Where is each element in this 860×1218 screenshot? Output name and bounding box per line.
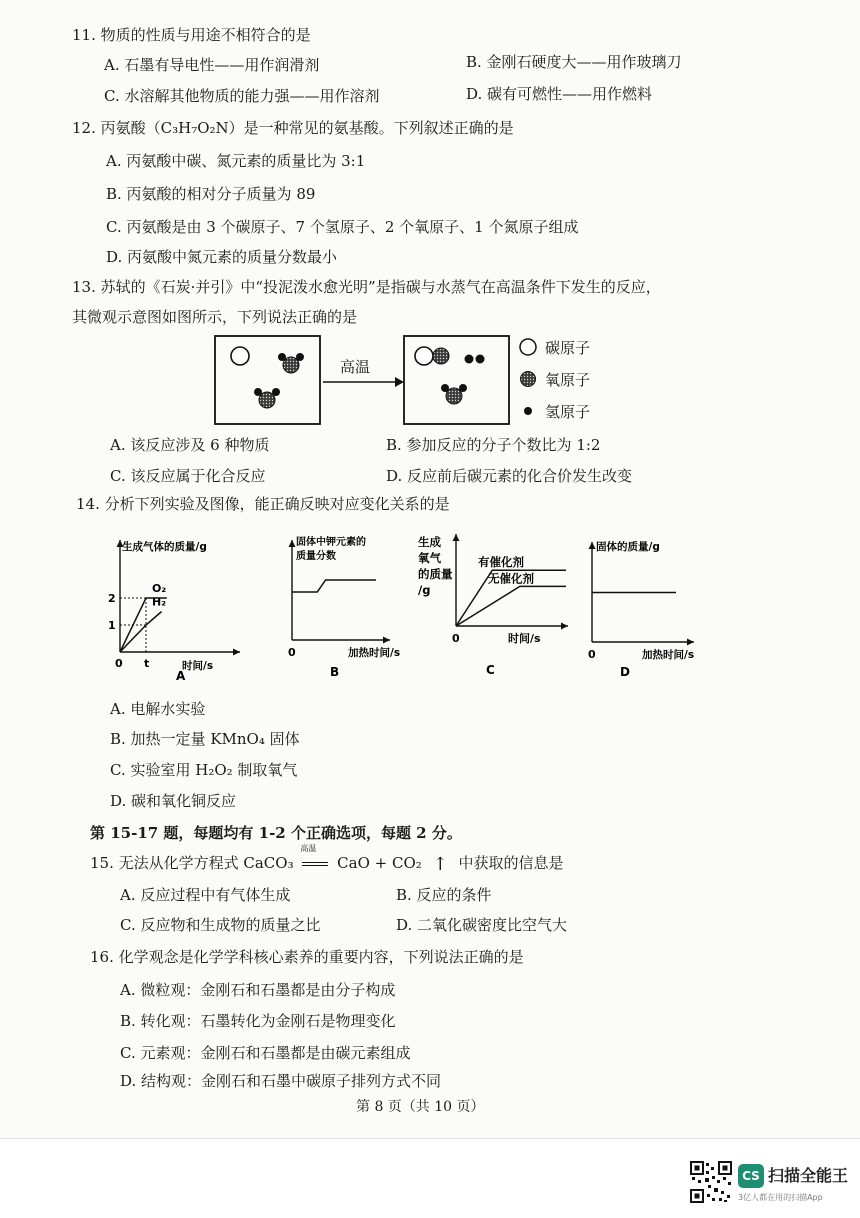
y-axis-label-line2: 质量分数 [296, 551, 336, 562]
reactants-box [215, 336, 320, 424]
q13-stem-line1: 13. 苏轼的《石炭·并引》中“投泥泼水愈光明”是指碳与水蒸气在高温条件下发生的反应， [72, 278, 661, 296]
carbon-monoxide-molecule [415, 347, 449, 365]
q13-option-c: C. 该反应属于化合反应 [110, 467, 266, 485]
y-axis-label: 生成气体的质量/g [122, 541, 207, 553]
reaction-diagram [205, 330, 625, 430]
q12-option-a: A. 丙氨酸中碳、氮元素的质量比为 3:1 [106, 152, 366, 170]
legend-carbon-icon [520, 339, 536, 355]
app-tagline: 3亿人都在用的扫描App [738, 1193, 823, 1202]
q13-option-d: D. 反应前后碳元素的化合价发生改变 [386, 467, 633, 485]
legend-hydrogen-label: 氢原子 [545, 403, 591, 421]
q14-option-a: A. 电解水实验 [110, 700, 206, 718]
q15-stem-post: CaO + CO₂ [337, 854, 422, 872]
arrow-head [395, 377, 404, 387]
section-heading: 第 15-17 题，每题均有 1-2 个正确选项，每题 2 分。 [90, 824, 462, 842]
y-axis-label-line2: 氧气 [418, 551, 441, 565]
x-axis-arrow [383, 637, 390, 644]
hydrogen-molecule [465, 355, 485, 364]
q11-stem: 11. 物质的性质与用途不相符合的是 [72, 26, 311, 44]
arrow-label: 高温 [340, 358, 371, 376]
y-axis-label: 固体中钾元素的 [296, 537, 366, 548]
qr-code-icon [690, 1161, 732, 1203]
gas-arrow-icon: ↑ [432, 854, 448, 875]
origin-label: 0 [288, 646, 296, 659]
water-molecule [254, 388, 280, 408]
x-axis-label: 时间/s [508, 632, 541, 645]
carbon-atom [231, 347, 249, 365]
y-axis-label-line3: 的质量 [418, 567, 453, 581]
legend-hydrogen-icon [524, 407, 532, 415]
panel-label: B [330, 665, 340, 679]
scanner-watermark-band [0, 1138, 860, 1218]
origin-label: 0 [115, 657, 123, 670]
y-axis-label: 生成 [418, 535, 441, 549]
q14-stem: 14. 分析下列实验及图像，能正确反映对应变化关系的是 [76, 495, 450, 513]
q15-option-c: C. 反应物和生成物的质量之比 [120, 916, 321, 934]
q15-stem-pre: 15. 无法从化学方程式 CaCO₃ [90, 854, 294, 872]
y-axis-label-line4: /g [418, 583, 431, 597]
q15-stem-end: 中获取的信息是 [458, 854, 564, 872]
page-number: 第 8 页（共 10 页） [356, 1099, 485, 1115]
q12-stem: 12. 丙氨酸（C₃H₇O₂N）是一种常见的氨基酸。下列叙述正确的是 [72, 119, 514, 137]
x-axis-arrow [233, 649, 240, 656]
graph-c [410, 530, 570, 685]
app-badge-icon: CS [738, 1164, 764, 1188]
legend-oxygen-label: 氧原子 [545, 371, 591, 389]
q11-option-d: D. 碳有可燃性——用作燃料 [466, 85, 653, 103]
graph-d [580, 530, 710, 685]
q16-option-a: A. 微粒观：金刚石和石墨都是由分子构成 [120, 981, 396, 999]
q12-option-d: D. 丙氨酸中氮元素的质量分数最小 [106, 248, 338, 266]
q15-option-d: D. 二氧化碳密度比空气大 [396, 916, 568, 934]
y-axis-arrow [289, 540, 296, 547]
q12-option-b: B. 丙氨酸的相对分子质量为 89 [106, 185, 316, 203]
x-axis-arrow [561, 623, 568, 630]
panel-label: D [620, 665, 630, 679]
y-axis-arrow [453, 534, 460, 541]
q11-option-b: B. 金刚石硬度大——用作玻璃刀 [466, 53, 682, 71]
series-no-catalyst-label: 无催化剂 [488, 571, 534, 586]
y-tick-label: 1 [108, 619, 116, 632]
q16-option-c: C. 元素观：金刚石和石墨都是由碳元素组成 [120, 1044, 411, 1062]
origin-label: 0 [452, 632, 460, 645]
legend-oxygen-icon [521, 372, 536, 387]
condition-label: 高温 [300, 844, 317, 853]
series-line [292, 580, 376, 592]
q13-option-b: B. 参加反应的分子个数比为 1:2 [386, 436, 601, 454]
q14-option-b: B. 加热一定量 KMnO₄ 固体 [110, 730, 300, 748]
series-catalyst-label: 有催化剂 [478, 555, 524, 570]
x-axis-label: 时间/s [182, 660, 214, 672]
q11-option-c: C. 水溶解其他物质的能力强——用作溶剂 [104, 87, 380, 105]
series-o2-label: O₂ [152, 582, 167, 595]
app-name: 扫描全能王 [768, 1166, 849, 1185]
q15-stem [90, 844, 564, 875]
q14-option-c: C. 实验室用 H₂O₂ 制取氧气 [110, 761, 298, 779]
x-axis-label: 加热时间/s [642, 649, 695, 661]
q16-stem: 16. 化学观念是化学学科核心素养的重要内容，下列说法正确的是 [90, 948, 524, 966]
x-tick-label: t [144, 657, 150, 670]
legend-carbon-label: 碳原子 [545, 339, 591, 357]
panel-label: C [486, 663, 495, 677]
panel-label: A [176, 669, 186, 683]
water-molecule [278, 353, 304, 373]
q11-option-a: A. 石墨有导电性——用作润滑剂 [104, 56, 320, 74]
x-axis-arrow [687, 639, 694, 646]
y-axis-label: 固体的质量/g [596, 541, 660, 553]
q16-option-d: D. 结构观：金刚石和石墨中碳原子排列方式不同 [120, 1072, 442, 1090]
y-tick-label: 2 [108, 592, 116, 605]
origin-label: 0 [588, 648, 596, 661]
q13-stem-line2: 其微观示意图如图所示，下列说法正确的是 [72, 308, 358, 326]
reaction-condition [298, 844, 332, 872]
q14-option-d: D. 碳和氧化铜反应 [110, 792, 237, 810]
graph-a [100, 530, 250, 685]
q15-option-a: A. 反应过程中有气体生成 [120, 886, 291, 904]
q13-option-a: A. 该反应涉及 6 种物质 [110, 436, 270, 454]
q12-option-c: C. 丙氨酸是由 3 个碳原子、7 个氢原子、2 个氧原子、1 个氮原子组成 [106, 218, 579, 236]
series-h2-line [120, 612, 162, 653]
series-no-catalyst-line [456, 586, 566, 626]
q16-option-b: B. 转化观：石墨转化为金刚石是物理变化 [120, 1012, 396, 1030]
equals-sign [302, 862, 328, 866]
y-axis-arrow [589, 542, 596, 549]
water-molecule [441, 384, 467, 404]
series-h2-label: H₂ [152, 595, 167, 609]
x-axis-label: 加热时间/s [348, 647, 401, 659]
q15-option-b: B. 反应的条件 [396, 886, 492, 904]
